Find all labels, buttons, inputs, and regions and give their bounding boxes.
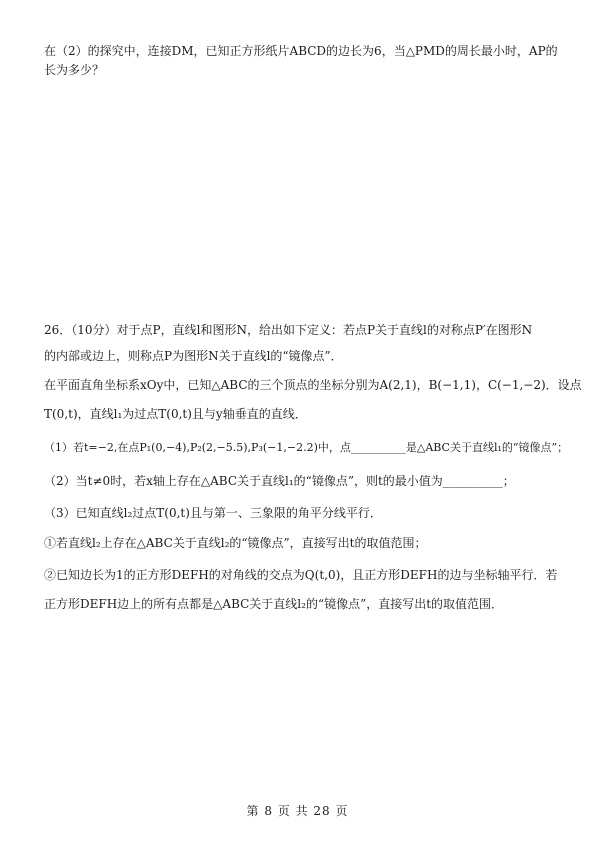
question-25-part3: 在（2）的探究中，连接DM，已知正方形纸片ABCD的边长为6，当△PMD的周长最小时，AP的长为多少？ <box>44 44 558 77</box>
question-26-setup-line2: T(0,t)，直线l₁为过点T(0,t)且与y轴垂直的直线． <box>44 407 307 421</box>
question-26-part2: （2）当t≠0时，若x轴上存在△ABC关于直线l₁的“镜像点”，则t的最小值为__________； <box>44 474 515 488</box>
question-26-intro-line1: 26．（10分）对于点P，直线l和图形N，给出如下定义：若点P关于直线l的对称点P′在图形N <box>44 323 533 337</box>
question-26-intro-line2: 的内部或边上，则称点P为图形N关于直线l的“镜像点”． <box>44 349 343 363</box>
question-26-part3: （3）已知直线l₂过点T(0,t)且与第一、三象限的角平分线平行． <box>44 506 382 520</box>
question-26-setup-line1: 在平面直角坐标系xOy中，已知△ABC的三个顶点的坐标分别为A(2,1)，B(−1,1)，C(−1,−2)．设点 <box>44 378 582 392</box>
question-26-part1: （1）若t=−2,在点P₁(0,−4),P₂(2,−5.5),P₃(−1,−2.2)中，点__________是△ABC关于直线l₁的“镜像点”； <box>44 441 569 454</box>
question-26-part3-sub2-line1: ②已知边长为1的正方形DEFH的对角线的交点为Q(t,0)，且正方形DEFH的边与坐标轴平行．若 <box>44 568 558 582</box>
page-number: 第 8 页 共 28 页 <box>246 804 349 818</box>
question-26-part3-sub1: ①若直线l₂上存在△ABC关于直线l₂的“镜像点”，直接写出t的取值范围； <box>44 536 427 550</box>
question-26-part3-sub2-line2: 正方形DEFH边上的所有点都是△ABC关于直线l₂的“镜像点”，直接写出t的取值范围． <box>44 597 504 611</box>
